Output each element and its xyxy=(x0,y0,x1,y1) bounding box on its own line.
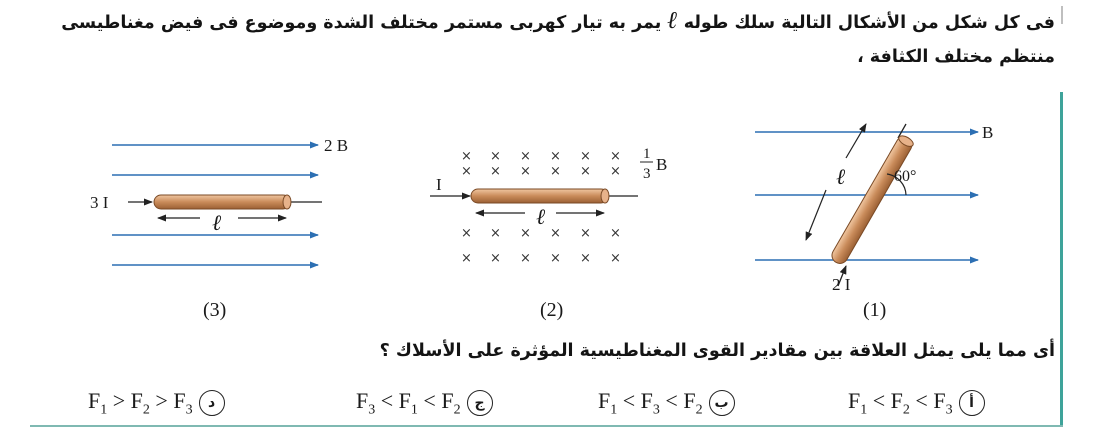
figure-1 xyxy=(755,123,993,321)
fig2-field-symbol: B xyxy=(656,155,668,174)
fig2-current-label: I xyxy=(436,175,442,194)
field-into-page-mark: × xyxy=(580,226,591,241)
choice-c-expression: $F_3 < F_1 < F_2$ xyxy=(356,388,461,418)
answer-choices xyxy=(0,388,1093,420)
choice-d-letter: د xyxy=(199,390,225,416)
length-arrow-down xyxy=(806,190,826,240)
fig3-caption: (3) xyxy=(203,299,227,321)
field-into-page-mark: × xyxy=(490,251,501,266)
fig3-field-label: 2 B xyxy=(324,136,349,155)
field-into-page-mark: × xyxy=(580,149,591,164)
choice-d-expression: $F_1 > F_2 > F_3$ xyxy=(88,388,193,418)
fig1-current-label: 2 I xyxy=(832,275,851,294)
fig1-length-label: ℓ xyxy=(836,164,846,189)
field-into-page-mark: × xyxy=(490,149,501,164)
length-symbol: ℓ xyxy=(667,8,678,34)
field-into-page-mark: × xyxy=(520,226,531,241)
bottom-rule xyxy=(30,425,1063,427)
choice-d[interactable] xyxy=(88,388,225,418)
question-line-3: أى مما يلى يمثل العلاقة بين مقادير القوى المغناطيسية المؤثرة على الأسلاك ؟ xyxy=(379,341,1055,361)
fig2-caption: (2) xyxy=(540,299,564,321)
question-line-2: منتظم مختلف الكثافة ، xyxy=(857,47,1055,67)
field-into-page-mark: × xyxy=(520,149,531,164)
field-into-page-mark: × xyxy=(580,251,591,266)
field-into-page-mark: × xyxy=(610,164,621,179)
field-into-page-mark: × xyxy=(550,226,561,241)
rod-end xyxy=(283,195,291,209)
fig1-angle-label: 60° xyxy=(894,168,917,185)
field-into-page-mark: × xyxy=(490,226,501,241)
choice-a[interactable] xyxy=(848,388,985,418)
fig3-current-label: 3 I xyxy=(90,193,109,212)
choice-a-letter: أ xyxy=(959,390,985,416)
wire-rod xyxy=(471,189,608,203)
field-into-page-mark: × xyxy=(550,251,561,266)
choice-b-expression: $F_1 < F_3 < F_2$ xyxy=(598,388,703,418)
figure-3 xyxy=(90,136,348,321)
fig1-caption: (1) xyxy=(863,299,887,321)
field-into-page-mark: × xyxy=(610,226,621,241)
field-into-page-mark: × xyxy=(580,164,591,179)
question-text-a: فى كل شكل من الأشكال التالية سلك طوله xyxy=(683,13,1055,33)
field-into-page-mark: × xyxy=(461,149,472,164)
field-into-page-mark: × xyxy=(461,164,472,179)
question-text-b: يمر به تيار كهربى مستمر مختلف الشدة وموضوع فى فيض مغناطيسى xyxy=(61,13,662,33)
choice-a-expression: $F_1 < F_2 < F_3$ xyxy=(848,388,953,418)
fig2-field-denominator: 3 xyxy=(643,166,651,182)
choice-b[interactable] xyxy=(598,388,735,418)
field-into-page-mark: × xyxy=(520,251,531,266)
fig2-length-label: ℓ xyxy=(536,204,546,229)
tilted-rod xyxy=(829,134,915,267)
wire-rod xyxy=(829,134,915,267)
wire-rod xyxy=(154,195,290,209)
field-into-page-mark: × xyxy=(461,226,472,241)
figure-2 xyxy=(430,146,667,321)
field-into-page-mark: × xyxy=(520,164,531,179)
choice-b-letter: ب xyxy=(709,390,735,416)
rod-end xyxy=(601,189,609,203)
length-arrow-up xyxy=(846,124,866,158)
field-into-page-mark: × xyxy=(550,149,561,164)
field-into-page-mark: × xyxy=(490,164,501,179)
fig1-field-label: B xyxy=(982,123,994,142)
fig3-length-label: ℓ xyxy=(212,210,222,235)
field-into-page-mark: × xyxy=(550,164,561,179)
choice-c[interactable] xyxy=(356,388,493,418)
fig2-field-numerator: 1 xyxy=(643,146,651,162)
field-into-page-mark: × xyxy=(610,149,621,164)
field-into-page-mark: × xyxy=(610,251,621,266)
field-into-page-mark: × xyxy=(461,251,472,266)
choice-c-letter: ج xyxy=(467,390,493,416)
